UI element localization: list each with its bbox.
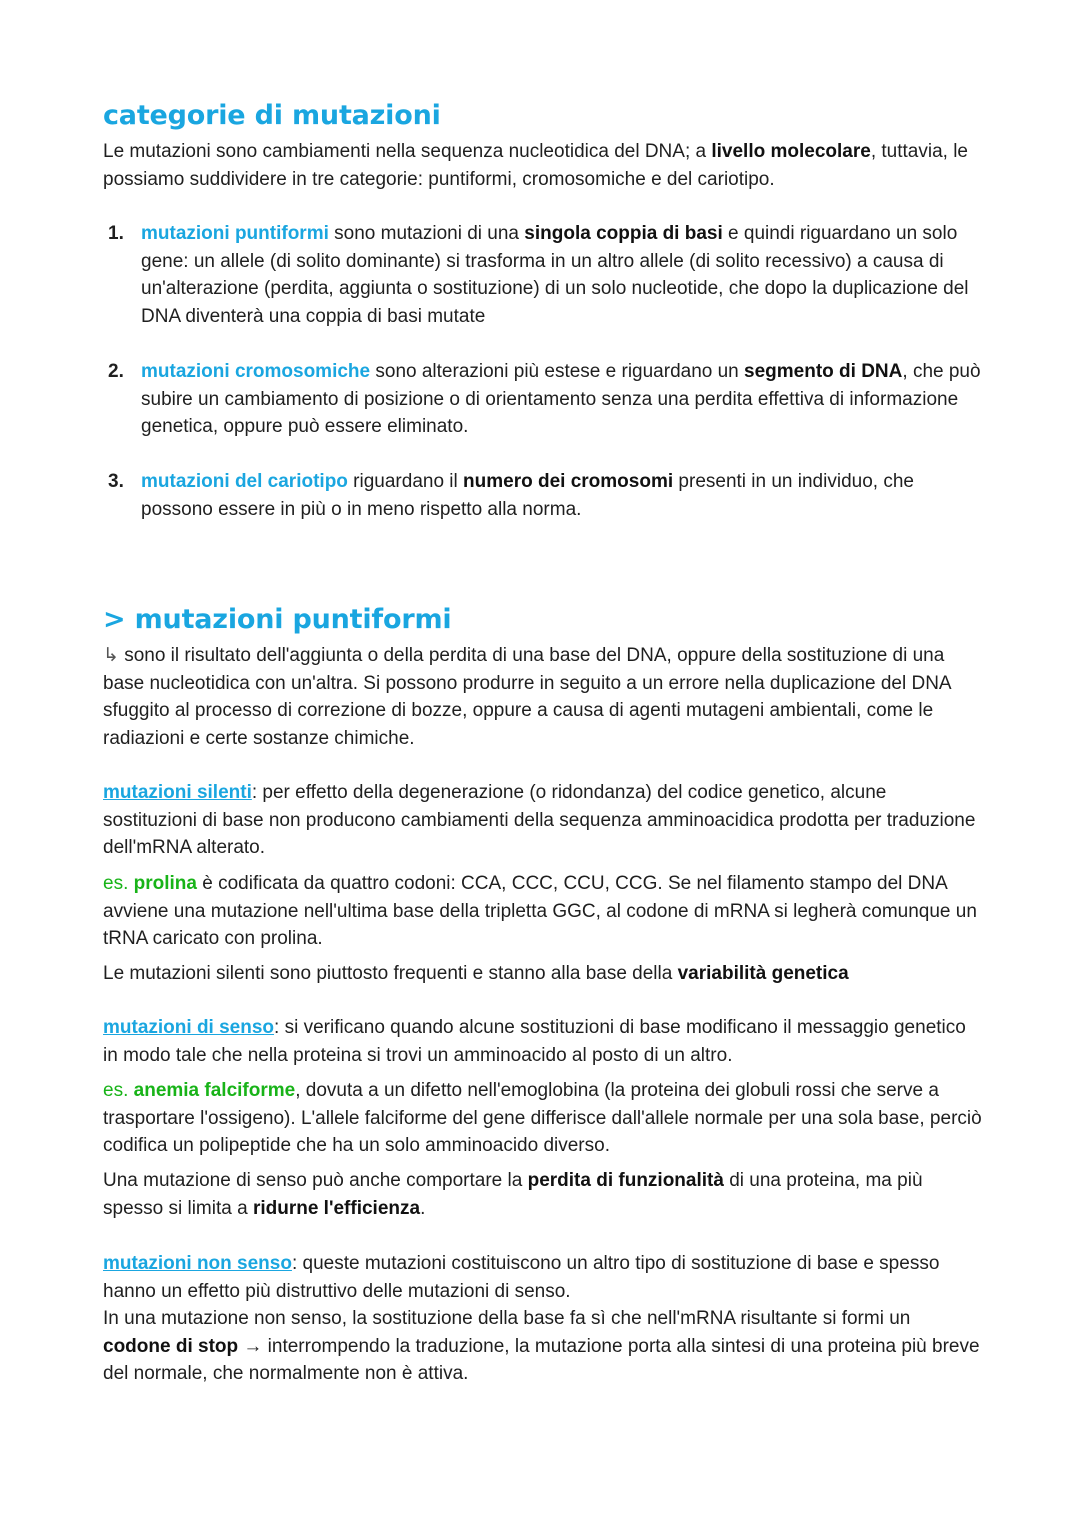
missense-note <box>103 1167 983 1222</box>
list-number: 2. <box>108 361 124 382</box>
note-bold: variabilità genetica <box>677 963 849 984</box>
list-text: sono alterazioni più estese e riguardano un <box>370 361 745 382</box>
term-link-senso[interactable]: mutazioni di senso <box>103 1017 275 1038</box>
definition-text: In una mutazione non senso, la sostituzione della base fa sì che nell'mRNA risultante si formi un <box>103 1308 911 1329</box>
definition-text: → interrompendo la traduzione, la mutazione porta alla sintesi di una proteina più breve del normale, che normalmente non è attiva. <box>103 1335 980 1384</box>
list-number: 1. <box>108 223 124 244</box>
term-bold: codone di stop <box>103 1335 239 1357</box>
note-bold: ridurne l'efficienza <box>252 1197 421 1219</box>
example-label: es. <box>103 1080 129 1101</box>
term-bold: segmento di DNA <box>744 361 903 382</box>
example-label: es. <box>103 873 129 894</box>
example-text: , dovuta a un difetto nell'emoglobina (la proteina dei globuli rossi che serve a trasportare l'ossigeno). L'allele falciforme del gene differisce dall'allele normale per una sola base, perciò codifica un polipeptide che ha un solo amminoacido diverso. <box>103 1080 982 1156</box>
note-text: Una mutazione di senso può anche comportare la <box>103 1170 528 1191</box>
list-item-text <box>141 220 986 330</box>
list-text: e quindi riguardano un solo gene: un allele (di solito dominante) si trasforma in un altro allele (di solito recessivo) a causa di un'alterazione (perdita, aggiunta o sostituzione) di un solo nucleotide, che dopo la duplicazione del DNA diventerà una coppia di basi mutate <box>141 223 969 327</box>
list-item-text <box>141 468 986 523</box>
note-bold: perdita di funzionalità <box>527 1170 724 1191</box>
term-link-non-senso[interactable]: mutazioni non senso <box>103 1253 292 1274</box>
note-text: . <box>420 1197 426 1219</box>
example-term: anemia falciforme <box>133 1080 296 1101</box>
example-term: prolina <box>133 873 197 894</box>
list-item-text <box>141 358 986 441</box>
section-title-puntiformi: > mutazioni puntiformi <box>103 604 452 635</box>
term-highlight: mutazioni del cariotipo <box>141 471 348 492</box>
section-title-categorie: categorie di mutazioni <box>103 100 441 131</box>
silent-note <box>103 960 983 988</box>
term-highlight: mutazioni cromosomiche <box>141 361 371 382</box>
silent-definition <box>103 779 983 862</box>
list-text: presenti in un individuo, che possono essere in più o in meno rispetto alla norma. <box>141 471 914 520</box>
definition-text: : per effetto della degenerazione (o ridondanza) del codice genetico, alcune sostituzioni di base non producono cambiamenti della sequenza amminoacidica prodotta per traduzione dell'mRNA alterato. <box>103 782 976 858</box>
intro-bold: livello molecolare <box>711 141 871 162</box>
term-bold: singola coppia di basi <box>524 223 723 244</box>
definition-text: : queste mutazioni costituiscono un altro tipo di sostituzione di base e spesso hanno un effetto più distruttivo delle mutazioni di senso. <box>103 1253 940 1302</box>
note-text: di una proteina, ma più spesso si limita a <box>103 1170 923 1219</box>
return-arrow-icon: ↳ <box>103 645 119 666</box>
term-highlight: mutazioni puntiformi <box>141 223 329 244</box>
list-text: , che può subire un cambiamento di posizione o di orientamento senza una perdita effettiva di informazione genetica, oppure può essere eliminato. <box>141 361 981 437</box>
missense-definition <box>103 1014 983 1069</box>
note-text: Le mutazioni silenti sono piuttosto frequenti e stanno alla base della <box>103 963 678 984</box>
list-number: 3. <box>108 471 124 492</box>
puntiformi-intro <box>103 642 983 752</box>
intro-text: Le mutazioni sono cambiamenti nella sequenza nucleotidica del DNA; a <box>103 141 712 162</box>
intro-text-end: , tuttavia, le possiamo suddividere in tre categorie: puntiformi, cromosomiche e del cariotipo. <box>103 141 968 190</box>
puntiformi-intro-text: sono il risultato dell'aggiunta o della perdita di una base del DNA, oppure della sostituzione di una base nucleotidica con un'altra. Si possono produrre in seguito a un errore nella duplicazione del DNA sfuggito al processo di correzione di bozze, oppure a causa di agenti mutageni ambientali, come le radiazioni e certe sostanze chimiche. <box>103 645 951 749</box>
list-text: riguardano il <box>347 471 464 492</box>
term-bold: numero dei cromosomi <box>463 471 674 492</box>
definition-text: : si verificano quando alcune sostituzioni di base modificano il messaggio genetico in modo tale che nella proteina si trovi un amminoacido al posto di un altro. <box>103 1017 966 1066</box>
nonsense-definition <box>103 1250 983 1388</box>
missense-example <box>103 1077 983 1160</box>
silent-example <box>103 870 983 953</box>
intro-paragraph <box>103 138 983 193</box>
example-text: è codificata da quattro codoni: CCA, CCC, CCU, CCG. Se nel filamento stampo del DNA avviene una mutazione nell'ultima base della tripletta GGC, al codone di mRNA si legherà comunque un tRNA caricato con prolina. <box>103 873 977 949</box>
list-text: sono mutazioni di una <box>328 223 525 244</box>
term-link-silenti[interactable]: mutazioni silenti <box>103 782 252 803</box>
